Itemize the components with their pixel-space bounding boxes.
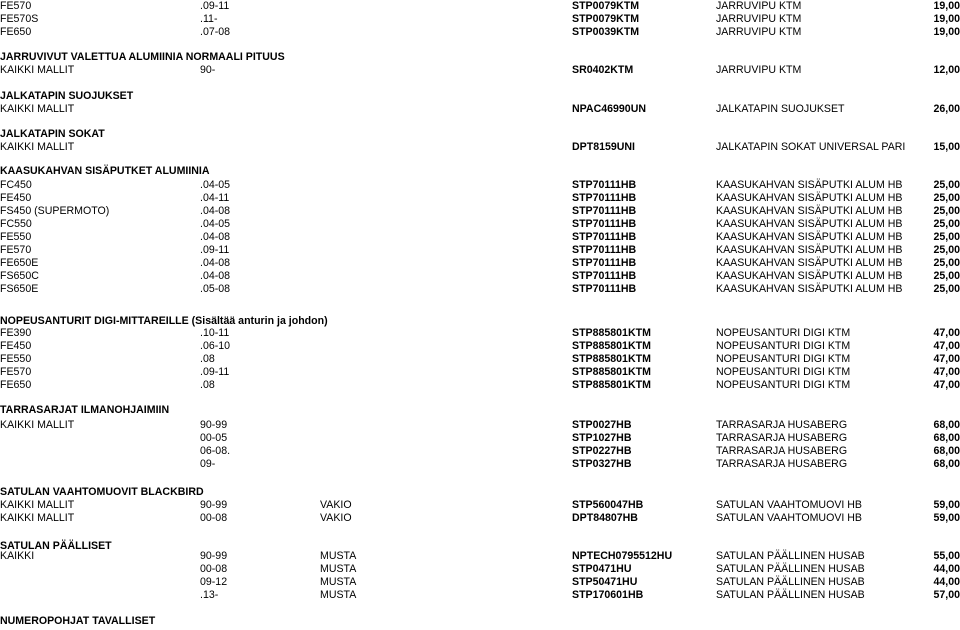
model-cell: FE570 (0, 244, 32, 256)
code-cell: STP50471HU (572, 576, 638, 588)
code-cell: STP70111HB (572, 179, 637, 191)
price-cell: 25,00 (933, 192, 960, 204)
section-heading: SATULAN VAAHTOMUOVIT BLACKBIRD (0, 486, 204, 498)
price-cell: 68,00 (933, 419, 960, 431)
table-row (0, 26, 960, 39)
model-cell: FE650E (0, 257, 39, 269)
price-cell: 25,00 (933, 179, 960, 191)
code-cell: STP0039KTM (572, 26, 640, 38)
code-cell: STP885801KTM (572, 327, 651, 339)
table-row (0, 179, 960, 192)
table-row (0, 512, 960, 525)
desc-cell: SATULAN PÄÄLLINEN HUSAB (716, 576, 865, 588)
year-cell: .07-08 (200, 26, 231, 38)
desc-cell: JARRUVIPU KTM (716, 26, 802, 38)
table-row (0, 0, 960, 13)
code-cell: STP70111HB (572, 270, 637, 282)
code-cell: STP0227HB (572, 445, 632, 457)
code-cell: NPAC46990UN (572, 103, 646, 115)
year-cell: 00-08 (200, 512, 228, 524)
code-cell: STP70111HB (572, 283, 637, 295)
desc-cell: KAASUKAHVAN SISÄPUTKI ALUM HB (716, 192, 903, 204)
year-cell: .08 (200, 379, 215, 391)
model-cell: FE570 (0, 0, 32, 12)
table-row (0, 419, 960, 432)
table-row (0, 340, 960, 353)
model-cell: KAIKKI MALLIT (0, 103, 75, 115)
desc-cell: JALKATAPIN SUOJUKSET (716, 103, 845, 115)
section-heading: SATULAN PÄÄLLISET (0, 540, 112, 552)
desc-cell: NOPEUSANTURI DIGI KTM (716, 379, 851, 391)
code-cell: NPTECH0795512HU (572, 550, 673, 562)
price-cell: 47,00 (933, 379, 960, 391)
price-cell: 12,00 (933, 64, 960, 76)
model-cell: KAIKKI MALLIT (0, 512, 75, 524)
table-row (0, 563, 960, 576)
code-cell: STP560047HB (572, 499, 644, 511)
price-cell: 47,00 (933, 340, 960, 352)
year-cell: 00-05 (200, 432, 228, 444)
price-cell: 19,00 (933, 13, 960, 25)
year-cell: 90-99 (200, 499, 228, 511)
model-cell: FE650 (0, 379, 32, 391)
desc-cell: KAASUKAHVAN SISÄPUTKI ALUM HB (716, 205, 903, 217)
code-cell: STP70111HB (572, 192, 637, 204)
desc-cell: SATULAN PÄÄLLINEN HUSAB (716, 550, 865, 562)
table-row (0, 353, 960, 366)
price-cell: 59,00 (933, 512, 960, 524)
year-cell: 09-12 (200, 576, 228, 588)
code-cell: STP0079KTM (572, 0, 640, 12)
table-row (0, 103, 960, 116)
table-row (0, 257, 960, 270)
table-row (0, 327, 960, 340)
section-heading: JALKATAPIN SUOJUKSET (0, 90, 134, 102)
year-cell: .04-08 (200, 270, 231, 282)
code-cell: STP885801KTM (572, 340, 651, 352)
model-cell: FE390 (0, 327, 32, 339)
desc-cell: KAASUKAHVAN SISÄPUTKI ALUM HB (716, 218, 903, 230)
table-row (0, 270, 960, 283)
code-cell: STP1027HB (572, 432, 632, 444)
desc-cell: SATULAN PÄÄLLINEN HUSAB (716, 589, 865, 601)
model-cell: FE550 (0, 231, 32, 243)
price-cell: 68,00 (933, 445, 960, 457)
year-cell: .04-08 (200, 231, 231, 243)
model-cell: FE570S (0, 13, 39, 25)
price-cell: 25,00 (933, 205, 960, 217)
price-cell: 25,00 (933, 283, 960, 295)
table-row (0, 432, 960, 445)
model-cell: FE650 (0, 26, 32, 38)
model-cell: FC550 (0, 218, 32, 230)
table-row (0, 283, 960, 296)
desc-cell: TARRASARJA HUSABERG (716, 419, 848, 431)
table-row (0, 445, 960, 458)
table-row (0, 244, 960, 257)
price-cell: 47,00 (933, 366, 960, 378)
desc-cell: JARRUVIPU KTM (716, 64, 802, 76)
table-row (0, 458, 960, 471)
code-cell: STP885801KTM (572, 379, 651, 391)
table-row (0, 499, 960, 512)
code-cell: SR0402KTM (572, 64, 634, 76)
price-cell: 44,00 (933, 563, 960, 575)
model-cell: KAIKKI MALLIT (0, 419, 75, 431)
model-cell: FS450 (SUPERMOTO) (0, 205, 110, 217)
price-cell: 68,00 (933, 458, 960, 470)
code-cell: STP885801KTM (572, 353, 651, 365)
section-heading: NOPEUSANTURIT DIGI-MITTAREILLE (Sisältää anturin ja johdon) (0, 315, 328, 327)
table-row (0, 589, 960, 602)
year-cell: .04-11 (200, 192, 230, 204)
model-cell: FS650C (0, 270, 39, 282)
price-cell: 55,00 (933, 550, 960, 562)
table-row (0, 64, 960, 77)
model-cell: KAIKKI (0, 550, 35, 562)
section-heading: KAASUKAHVAN SISÄPUTKET ALUMIINIA (0, 165, 210, 177)
code-cell: STP70111HB (572, 244, 637, 256)
price-cell: 47,00 (933, 327, 960, 339)
model-cell: FE550 (0, 353, 32, 365)
desc-cell: NOPEUSANTURI DIGI KTM (716, 340, 851, 352)
desc-cell: KAASUKAHVAN SISÄPUTKI ALUM HB (716, 257, 903, 269)
code-cell: STP70111HB (572, 257, 637, 269)
table-row (0, 231, 960, 244)
variant-cell: VAKIO (320, 499, 352, 511)
price-cell: 19,00 (933, 0, 960, 12)
price-cell: 68,00 (933, 432, 960, 444)
desc-cell: KAASUKAHVAN SISÄPUTKI ALUM HB (716, 244, 903, 256)
desc-cell: TARRASARJA HUSABERG (716, 458, 848, 470)
price-cell: 19,00 (933, 26, 960, 38)
year-cell: .10-11 (200, 327, 230, 339)
desc-cell: NOPEUSANTURI DIGI KTM (716, 327, 851, 339)
model-cell: KAIKKI MALLIT (0, 141, 75, 153)
price-cell: 47,00 (933, 353, 960, 365)
price-cell: 25,00 (933, 218, 960, 230)
desc-cell: KAASUKAHVAN SISÄPUTKI ALUM HB (716, 179, 903, 191)
year-cell: 00-08 (200, 563, 228, 575)
desc-cell: TARRASARJA HUSABERG (716, 432, 848, 444)
desc-cell: KAASUKAHVAN SISÄPUTKI ALUM HB (716, 270, 903, 282)
code-cell: STP70111HB (572, 205, 637, 217)
table-row (0, 141, 960, 154)
variant-cell: VAKIO (320, 512, 352, 524)
variant-cell: MUSTA (320, 589, 357, 601)
year-cell: 09- (200, 458, 216, 470)
desc-cell: JARRUVIPU KTM (716, 13, 802, 25)
year-cell: .04-08 (200, 257, 231, 269)
variant-cell: MUSTA (320, 563, 357, 575)
code-cell: DPT84807HB (572, 512, 638, 524)
code-cell: STP70111HB (572, 218, 637, 230)
model-cell: FS650E (0, 283, 39, 295)
desc-cell: NOPEUSANTURI DIGI KTM (716, 366, 851, 378)
table-row (0, 576, 960, 589)
year-cell: .04-05 (200, 218, 231, 230)
code-cell: STP0027HB (572, 419, 632, 431)
year-cell: .08 (200, 353, 215, 365)
price-cell: 25,00 (933, 270, 960, 282)
model-cell: FE450 (0, 192, 32, 204)
section-heading: TARRASARJAT ILMANOHJAIMIIN (0, 404, 170, 416)
desc-cell: NOPEUSANTURI DIGI KTM (716, 353, 851, 365)
desc-cell: SATULAN PÄÄLLINEN HUSAB (716, 563, 865, 575)
price-cell: 59,00 (933, 499, 960, 511)
desc-cell: JALKATAPIN SOKAT UNIVERSAL PARI (716, 141, 906, 153)
year-cell: .09-11 (200, 244, 230, 256)
desc-cell: KAASUKAHVAN SISÄPUTKI ALUM HB (716, 283, 903, 295)
model-cell: FE570 (0, 366, 32, 378)
section-heading: NUMEROPOHJAT TAVALLISET (0, 615, 156, 627)
year-cell: 90-99 (200, 550, 228, 562)
section-heading: JARRUVIVUT VALETTUA ALUMIINIA NORMAALI PITUUS (0, 51, 285, 63)
section-heading: JALKATAPIN SOKAT (0, 128, 105, 140)
price-cell: 25,00 (933, 231, 960, 243)
price-cell: 26,00 (933, 103, 960, 115)
code-cell: STP70111HB (572, 231, 637, 243)
price-cell: 25,00 (933, 244, 960, 256)
year-cell: .04-05 (200, 179, 231, 191)
model-cell: KAIKKI MALLIT (0, 499, 75, 511)
desc-cell: SATULAN VAAHTOMUOVI HB (716, 512, 862, 524)
table-row (0, 379, 960, 392)
desc-cell: JARRUVIPU KTM (716, 0, 802, 12)
price-cell: 57,00 (933, 589, 960, 601)
year-cell: 90-99 (200, 419, 228, 431)
desc-cell: TARRASARJA HUSABERG (716, 445, 848, 457)
code-cell: STP170601HB (572, 589, 644, 601)
variant-cell: MUSTA (320, 576, 357, 588)
code-cell: STP885801KTM (572, 366, 651, 378)
table-row (0, 13, 960, 26)
price-cell: 25,00 (933, 257, 960, 269)
code-cell: STP0327HB (572, 458, 632, 470)
variant-cell: MUSTA (320, 550, 357, 562)
desc-cell: KAASUKAHVAN SISÄPUTKI ALUM HB (716, 231, 903, 243)
price-cell: 15,00 (933, 141, 960, 153)
table-row (0, 205, 960, 218)
code-cell: STP0471HU (572, 563, 632, 575)
table-row (0, 218, 960, 231)
model-cell: FE450 (0, 340, 32, 352)
code-cell: DPT8159UNI (572, 141, 635, 153)
year-cell: .11- (200, 13, 218, 25)
table-row (0, 192, 960, 205)
code-cell: STP0079KTM (572, 13, 640, 25)
year-cell: .13- (200, 589, 219, 601)
table-row (0, 550, 960, 563)
year-cell: 90- (200, 64, 216, 76)
year-cell: .09-11 (200, 366, 230, 378)
model-cell: KAIKKI MALLIT (0, 64, 75, 76)
year-cell: .05-08 (200, 283, 231, 295)
year-cell: .09-11 (200, 0, 230, 12)
model-cell: FC450 (0, 179, 32, 191)
year-cell: .06-10 (200, 340, 231, 352)
year-cell: 06-08. (200, 445, 231, 457)
desc-cell: SATULAN VAAHTOMUOVI HB (716, 499, 862, 511)
price-cell: 44,00 (933, 576, 960, 588)
table-row (0, 366, 960, 379)
year-cell: .04-08 (200, 205, 231, 217)
